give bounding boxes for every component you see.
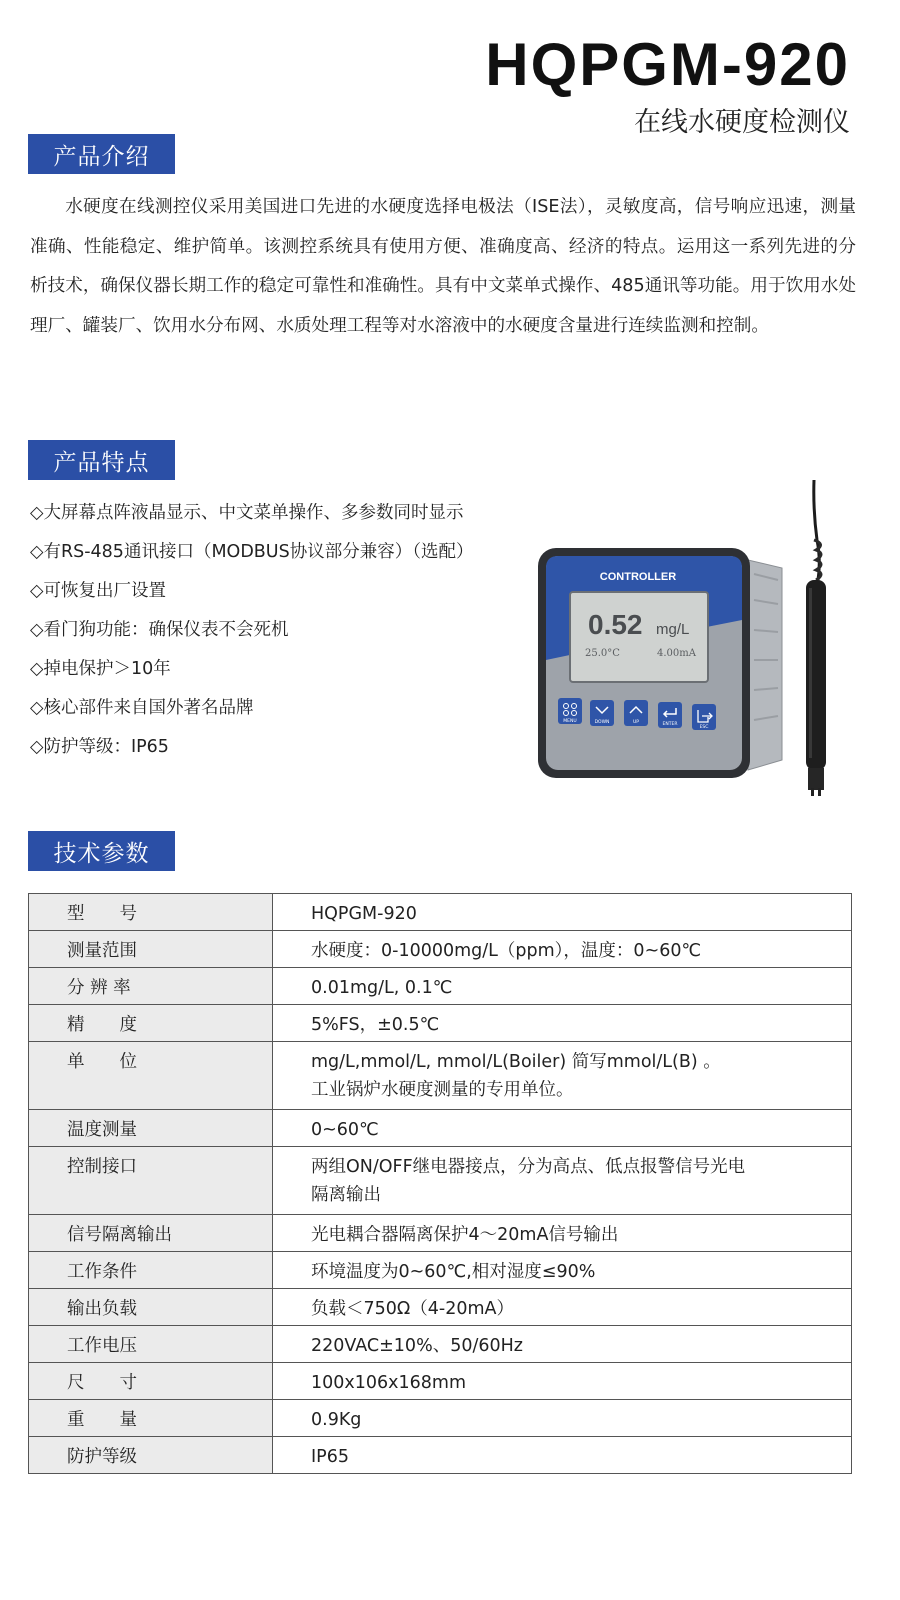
spec-value: 环境温度为0~60℃,相对湿度≤90% — [273, 1252, 852, 1289]
spec-value: 0.01mg/L, 0.1℃ — [273, 968, 852, 1005]
table-row — [29, 1252, 852, 1289]
svg-text:DOWN: DOWN — [594, 720, 610, 725]
spec-value: 5%FS，±0.5℃ — [273, 1005, 852, 1042]
feature-item: ◇大屏幕点阵液晶显示、中文菜单操作、多参数同时显示 — [30, 503, 464, 523]
intro-paragraph: 水硬度在线测控仪采用美国进口先进的水硬度选择电极法（ISE法），灵敏度高，信号响应迅速，测量准确、性能稳定、维护简单。该测控系统具有使用方便、准确度高、经济的特点。运用这一系列先进的分析技术，确保仪器长期工作的稳定可靠性和准确性。具有中文菜单式操作、485通讯等功能。用于饮用水处理厂、罐装厂、饮用水分布网、水质处理工程等对水溶液中的水硬度含量进行连续监测和控制。 — [30, 197, 856, 336]
table-row — [29, 1363, 852, 1400]
spec-key: 单 位 — [29, 1042, 273, 1110]
svg-text:ENTER: ENTER — [662, 722, 678, 727]
spec-value: 220VAC±10%、50/60Hz — [273, 1326, 852, 1363]
feature-item: ◇掉电保护＞10年 — [30, 659, 171, 679]
spec-value — [273, 1147, 852, 1215]
probe-cable — [814, 480, 819, 580]
section-title-specs: 技术参数 — [28, 831, 175, 871]
feature-list — [30, 494, 530, 767]
screen-reading: 0.52 — [588, 609, 643, 640]
spec-key: 重 量 — [29, 1400, 273, 1437]
enter-button[interactable] — [658, 702, 682, 728]
spec-key: 工作电压 — [29, 1326, 273, 1363]
spec-key: 精 度 — [29, 1005, 273, 1042]
feature-item: ◇防护等级：IP65 — [30, 737, 169, 757]
spec-key: 信号隔离输出 — [29, 1215, 273, 1252]
table-row — [29, 1110, 852, 1147]
svg-text:ESC: ESC — [699, 725, 709, 730]
section-title-features: 产品特点 — [28, 440, 175, 480]
table-row — [29, 968, 852, 1005]
spec-key: 防护等级 — [29, 1437, 273, 1474]
probe-tip — [808, 768, 824, 790]
spec-value: HQPGM-920 — [273, 894, 852, 931]
table-row — [29, 1147, 852, 1215]
spec-key: 控制接口 — [29, 1147, 273, 1215]
spec-value: 负载＜750Ω（4-20mA） — [273, 1289, 852, 1326]
screen-current: 4.00mA — [657, 648, 696, 659]
screen-temp: 25.0°C — [585, 648, 620, 659]
spec-value: 0.9Kg — [273, 1400, 852, 1437]
table-row — [29, 1215, 852, 1252]
product-subtitle: 在线水硬度检测仪 — [634, 107, 850, 138]
spec-value: 光电耦合器隔离保护4～20mA信号输出 — [273, 1215, 852, 1252]
table-row — [29, 931, 852, 968]
model-title: HQPGM-920 — [485, 31, 850, 98]
spec-value-line: 工业锅炉水硬度测量的专用单位。 — [311, 1080, 574, 1100]
table-row — [29, 1289, 852, 1326]
spec-value: IP65 — [273, 1437, 852, 1474]
spec-key: 测量范围 — [29, 931, 273, 968]
spec-key: 温度测量 — [29, 1110, 273, 1147]
spec-key: 分 辨 率 — [29, 968, 273, 1005]
spec-key: 型 号 — [29, 894, 273, 931]
feature-item: ◇看门狗功能：确保仪表不会死机 — [30, 620, 289, 640]
feature-item: ◇有RS-485通讯接口（MODBUS协议部分兼容）（选配） — [30, 542, 474, 562]
spec-value — [273, 1042, 852, 1110]
spec-value: 0~60℃ — [273, 1110, 852, 1147]
spec-key: 工作条件 — [29, 1252, 273, 1289]
spec-key: 输出负载 — [29, 1289, 273, 1326]
esc-button[interactable] — [692, 704, 716, 730]
table-row — [29, 1326, 852, 1363]
spec-value-line: 隔离输出 — [311, 1185, 381, 1205]
device-image — [530, 470, 870, 810]
screen-unit: mg/L — [656, 621, 690, 638]
feature-item: ◇可恢复出厂设置 — [30, 581, 166, 601]
spec-value: 水硬度：0-10000mg/L（ppm），温度：0~60℃ — [273, 931, 852, 968]
spec-value-line: 两组ON/OFF继电器接点，分为高点、低点报警信号光电 — [311, 1157, 746, 1177]
spec-key: 尺 寸 — [29, 1363, 273, 1400]
table-row — [29, 894, 852, 931]
table-row — [29, 1400, 852, 1437]
svg-text:MENU: MENU — [563, 719, 577, 724]
table-row — [29, 1042, 852, 1110]
table-row — [29, 1437, 852, 1474]
down-button[interactable] — [590, 700, 614, 726]
spec-table — [28, 893, 852, 1474]
spec-value-line: mg/L,mmol/L, mmol/L(Boiler) 简写mmol/L(B) 。 — [311, 1052, 721, 1072]
feature-item: ◇核心部件来自国外著名品牌 — [30, 698, 254, 718]
device-housing-side — [748, 560, 782, 770]
table-row — [29, 1005, 852, 1042]
spec-value: 100x106x168mm — [273, 1363, 852, 1400]
up-button[interactable] — [624, 700, 648, 726]
section-title-intro: 产品介绍 — [28, 134, 175, 174]
svg-text:UP: UP — [632, 720, 640, 725]
device-brand: CONTROLLER — [599, 571, 677, 583]
menu-button[interactable] — [558, 698, 582, 724]
